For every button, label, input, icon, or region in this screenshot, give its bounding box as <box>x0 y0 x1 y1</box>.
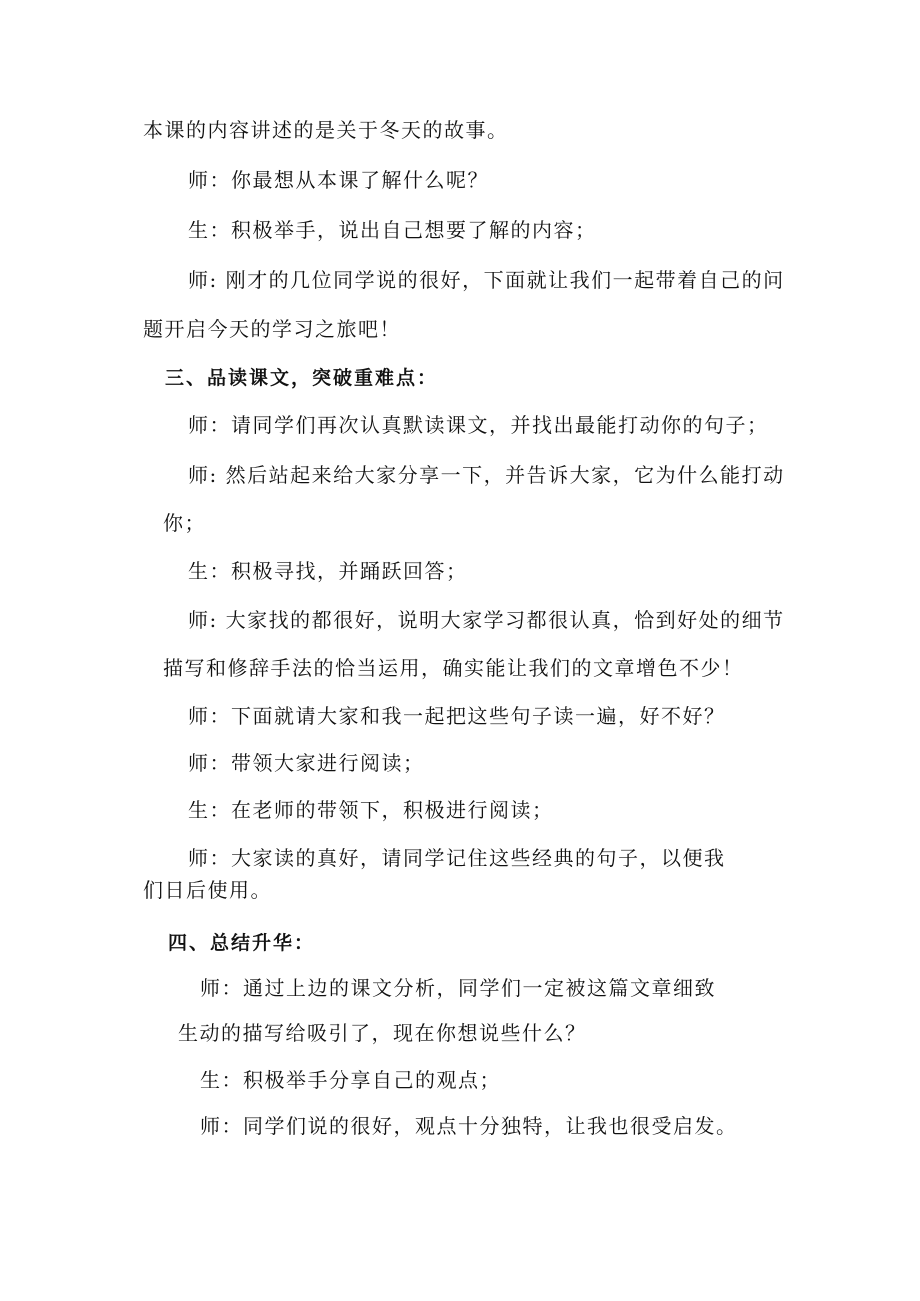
text-line: 题开启今天的学习之旅吧！ <box>143 317 401 341</box>
text-line: 师：下面就请大家和我一起把这些句子读一遍，好不好？ <box>188 704 726 728</box>
text-line: 生：积极举手分享自己的观点； <box>200 1068 501 1092</box>
section-heading: 四、总结升华： <box>168 932 316 954</box>
text-line: 生：积极举手，说出自己想要了解的内容； <box>188 218 597 242</box>
text-line: 生：积极寻找，并踊跃回答； <box>188 559 468 583</box>
text-line: 师: 刚才的几位同学说的很好，下面就让我们一起带着自己的问 <box>188 268 785 292</box>
text-line: 师：同学们说的很好，观点十分独特，让我也很受启发。 <box>200 1114 738 1138</box>
text-line: 描写和修辞手法的恰当运用，确实能让我们的文章增色不少！ <box>163 656 744 680</box>
text-line: 师：通过上边的课文分析，同学们一定被这篇文章细致 <box>200 976 716 1000</box>
text-line: 师：请同学们再次认真默读课文，并找出最能打动你的句子； <box>188 413 769 437</box>
text-line: 本课的内容讲述的是关于冬天的故事。 <box>143 118 509 142</box>
text-line: 师：大家读的真好，请同学记住这些经典的句子，以便我 <box>188 846 726 870</box>
text-line: 师：你最想从本课了解什么呢？ <box>188 168 489 192</box>
text-line: 师: 然后站起来给大家分享一下，并告诉大家，它为什么能打动 <box>188 463 785 487</box>
text-line: 师：带领大家进行阅读； <box>188 751 425 775</box>
text-line: 生：在老师的带领下，积极进行阅读； <box>188 798 554 822</box>
text-line: 生动的描写给吸引了，现在你想说些什么？ <box>178 1021 587 1045</box>
section-heading: 三、品读课文，突破重难点： <box>165 367 439 389</box>
text-line: 你； <box>163 511 206 535</box>
text-line: 师: 大家找的都很好，说明大家学习都很认真，恰到好处的细节 <box>188 608 785 632</box>
text-line: 们日后使用。 <box>143 878 272 902</box>
